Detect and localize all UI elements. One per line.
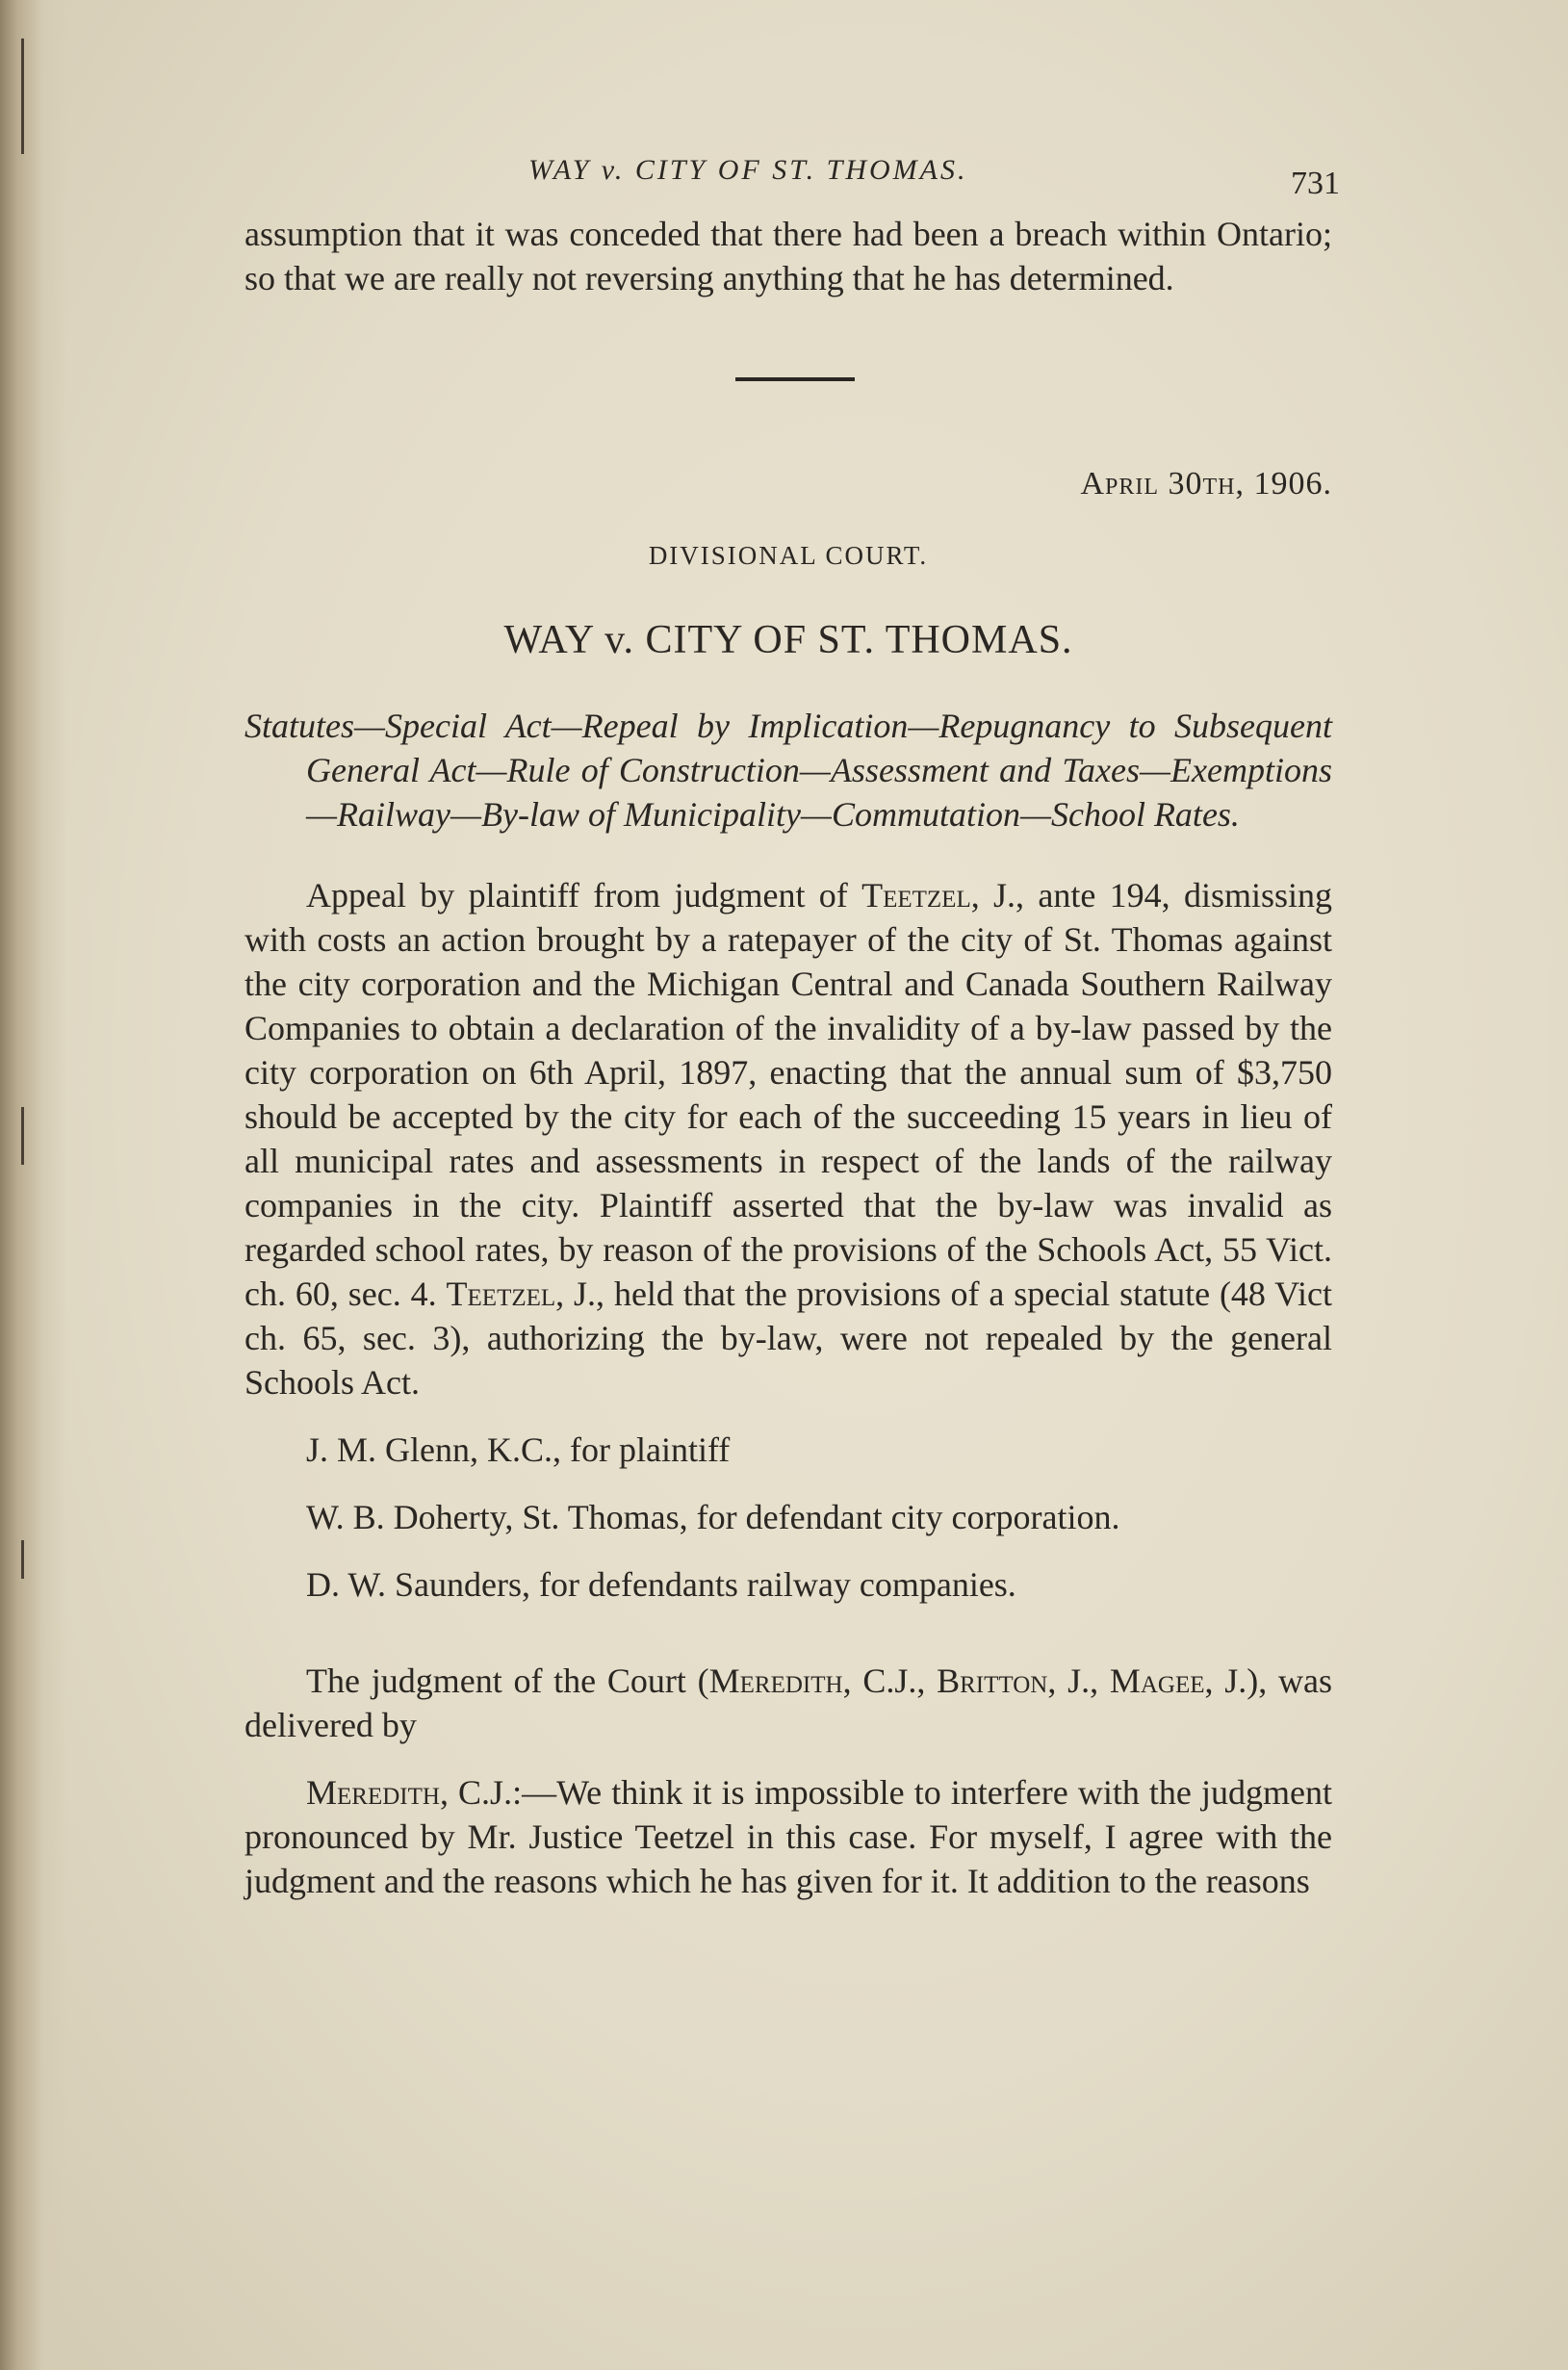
- appeal-text: , J., held that the provisions of a special statute (48 Vict ch. 65, sec. 3), authorizing the by-law, were not repealed by the general Schools Act.: [244, 1275, 1332, 1402]
- appeal-summary: [244, 873, 1332, 1404]
- intro-text: The judgment of the Court (: [306, 1662, 709, 1700]
- headnote: Statutes—Special Act—Repeal by Implication—Repugnancy to Subsequent General Act—Rule of Construction—Assessment and Taxes—Exemptions—Railway—By-law of Municipality—Commutation—School Rates.: [244, 707, 1332, 834]
- judge-name: Meredith: [708, 1662, 843, 1700]
- counsel-entry: D. W. Saunders, for defendants railway companies.: [306, 1565, 1016, 1604]
- intro-text: , J.), was delivered by: [244, 1662, 1333, 1744]
- judge-name: Teetzel: [861, 876, 971, 915]
- running-head: [244, 144, 1340, 212]
- court-name: DIVISIONAL COURT.: [648, 541, 929, 570]
- intro-text: , C.J.,: [842, 1662, 938, 1700]
- spine-mark: [21, 39, 24, 154]
- opinion-text: , C.J.:—We think it is impossible to interfere with the judgment pronounced by Mr. Justice Teetzel in this case. For myself, I agree with the judgment and the reasons which he has given for it. It addition to the reasons: [244, 1773, 1332, 1900]
- section-rule: [735, 377, 855, 381]
- running-title: WAY v. CITY OF ST. THOMAS.: [528, 154, 968, 186]
- case-title: WAY v. CITY OF ST. THOMAS.: [503, 618, 1073, 662]
- appeal-text: Appeal by plaintiff from judgment of: [306, 876, 862, 915]
- spine-mark: [21, 1540, 24, 1579]
- page-number: 731: [1291, 166, 1340, 201]
- page-content: [244, 144, 1340, 1903]
- judgment-intro: [244, 1659, 1332, 1747]
- binding-shadow: [0, 0, 67, 2370]
- counsel-entry: W. B. Doherty, St. Thomas, for defendant city corporation.: [306, 1498, 1120, 1536]
- appeal-text: , J., ante 194, dismissing with costs an action brought by a ratepayer of the city of St. Thomas against the city corporation and the Michigan Central and Canada Southern Railway Companies to obtain a declaration of the invalidity of a by-law passed by the city corporation on 6th April, 1897, enacting that the annual sum of $3,750 should be accepted by the city for each of the succeeding 15 years in lieu of all municipal rates and assessments in respect of the lands of the railway companies in the city. Plaintiff asserted that the by-law was invalid as regarded school rates, by reason of the provisions of the Schools Act, 55 Vict. ch. 60, sec. 4.: [244, 876, 1332, 1313]
- judge-name: Magee: [1109, 1662, 1205, 1700]
- opinion-paragraph: [244, 1770, 1332, 1903]
- judge-name: Teetzel: [446, 1275, 556, 1313]
- decision-date: April 30th, 1906.: [1080, 466, 1332, 502]
- counsel-entry: J. M. Glenn, K.C., for plaintiff: [306, 1430, 731, 1469]
- judge-name: Britton: [937, 1662, 1048, 1700]
- intro-text: , J.,: [1047, 1662, 1110, 1700]
- carryover-paragraph: assumption that it was conceded that there had been a breach within Ontario; so that we are really not reversing anything that he has determined.: [244, 215, 1332, 297]
- spine-mark: [21, 1107, 24, 1165]
- opinion-author: Meredith: [306, 1773, 440, 1812]
